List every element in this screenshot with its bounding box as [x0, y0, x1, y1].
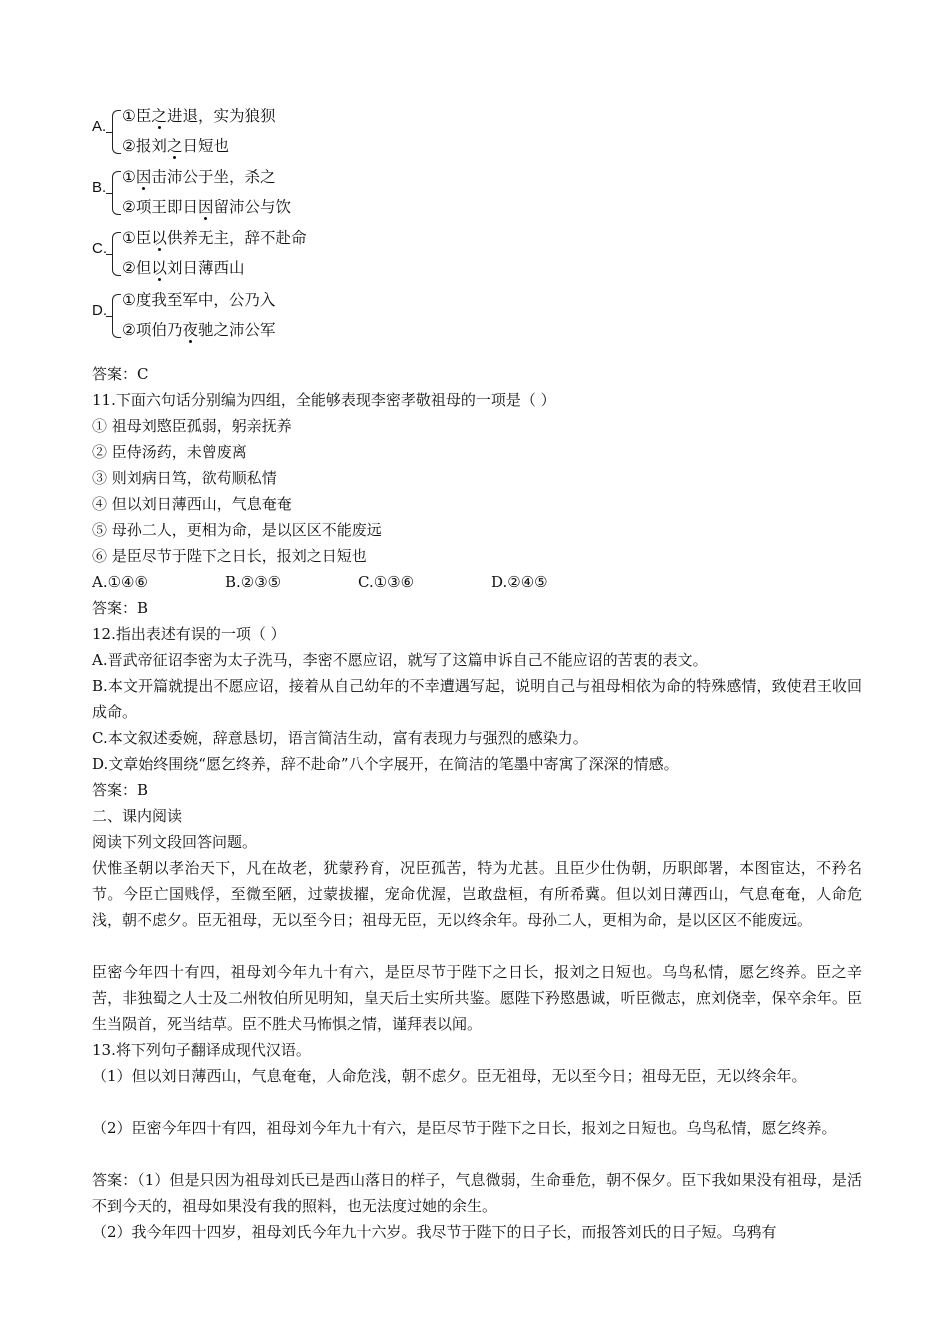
option-c-line-2: ②但以刘日薄西山 [122, 259, 245, 277]
question-13-sentence-1: （1）但以刘日薄西山，气息奄奄，人命危浅，朝不虑夕。臣无祖母，无以至今日；祖母无臣，无以终余年。 [92, 1067, 807, 1085]
section-heading: 二、课内阅读 [92, 807, 183, 825]
choice-a: A.①④⑥ [92, 573, 148, 591]
question-11-item: ④ 但以刘日薄西山，气息奄奄 [92, 495, 292, 513]
option-d-letter: D. [92, 302, 107, 319]
option-b-line-1: ①因击沛公于坐，杀之 [122, 168, 276, 186]
choice-c: C.①③⑥ [358, 573, 415, 591]
question-13-sentence-2: （2）臣密今年四十有四，祖母刘今年九十有六，是臣尽节于陛下之日长，报刘之日短也。乌鸟私情，愿乞终养。 [92, 1119, 837, 1137]
option-a-line-1: ①臣之进退，实为狼狈 [122, 107, 276, 125]
answer-10: 答案：C [92, 365, 149, 383]
question-11-item: ③ 则刘病日笃，欲苟顺私情 [92, 469, 277, 487]
answer-13-part-2: （2）我今年四十四岁，祖母刘氏今年九十六岁。我尽节于陛下的日子长，而报答刘氏的日子短。乌鸦有 [92, 1223, 777, 1241]
reading-instruction: 阅读下列文段回答问题。 [92, 833, 258, 851]
question-12-option-b: B.本文开篇就提出不愿应诏，接着从自己幼年的不幸遭遇写起，说明自己与祖母相依为命的特殊感情，致使君王收回成命。 [92, 677, 862, 721]
question-11-stem: 11.下面六句话分别编为四组，全能够表现李密孝敬祖母的一项是（ ） [92, 391, 556, 409]
option-d-brace [112, 294, 121, 338]
question-11-item: ⑥ 是臣尽节于陛下之日长，报刘之日短也 [92, 547, 367, 565]
answer-11: 答案：B [92, 599, 149, 617]
option-a-line-2: ②报刘之日短也 [122, 137, 229, 155]
option-c-line-1: ①臣以供养无主，辞不赴命 [122, 229, 307, 247]
question-11-item: ② 臣侍汤药，未曾废离 [92, 443, 247, 461]
option-c-brace [112, 232, 121, 276]
question-13-stem: 13.将下列句子翻译成现代汉语。 [92, 1041, 311, 1059]
question-12-stem: 12.指出表述有误的一项（ ） [92, 625, 286, 643]
question-11-item: ⑤ 母孙二人，更相为命，是以区区不能废远 [92, 521, 382, 539]
option-d-line-1: ①度我至军中，公乃入 [122, 291, 276, 309]
option-a-letter: A. [92, 118, 107, 135]
question-11-item: ① 祖母刘愍臣孤弱，躬亲抚养 [92, 417, 292, 435]
option-d-line-2: ②项伯乃夜驰之沛公军 [122, 321, 276, 339]
question-12-option-d: D.文章始终围绕“愿乞终养，辞不赴命”八个字展开，在简洁的笔墨中寄寓了深深的情感。 [92, 755, 679, 773]
option-b-line-2: ②项王即日因留沛公与饮 [122, 198, 292, 216]
choice-b: B.②③⑤ [225, 573, 282, 591]
choice-d: D.②④⑤ [491, 573, 548, 591]
option-c-letter: C. [92, 240, 107, 257]
option-a-brace [112, 110, 121, 154]
option-b-letter: B. [92, 179, 107, 196]
question-12-option-c: C.本文叙述委婉，辞意恳切，语言简洁生动，富有表现力与强烈的感染力。 [92, 729, 588, 747]
question-11-choices [92, 569, 624, 595]
passage-paragraph-1: 伏惟圣朝以孝治天下，凡在故老，犹蒙矜育，况臣孤苦，特为尤甚。且臣少仕伪朝，历职郎署，本图宦达，不矜名节。今臣亡国贱俘，至微至陋，过蒙拔擢，宠命优渥，岂敢盘桓，有所希冀。但以刘日薄西山，气息奄奄，人命危浅，朝不虑夕。臣无祖母，无以至今日；祖母无臣，无以终余年。母孙二人，更相为命，是以区区不能废远。 [92, 859, 862, 929]
passage-paragraph-2: 臣密今年四十有四，祖母刘今年九十有六，是臣尽节于陛下之日长，报刘之日短也。乌鸟私情，愿乞终养。臣之辛苦，非独蜀之人士及二州牧伯所见明知，皇天后土实所共鉴。愿陛下矜愍愚诚，听臣微志，庶刘侥幸，保卒余年。臣生当陨首，死当结草。臣不胜犬马怖惧之情，谨拜表以闻。 [92, 963, 862, 1033]
answer-12: 答案：B [92, 781, 149, 799]
question-12-option-a: A.晋武帝征诏李密为太子洗马，李密不愿应诏，就写了这篇申诉自己不能应诏的苦衷的表文。 [92, 651, 708, 669]
answer-13-part-1: 答案：（1）但是只因为祖母刘氏已是西山落日的样子，气息微弱，生命垂危，朝不保夕。臣下我如果没有祖母，是活不到今天的，祖母如果没有我的照料，也无法度过她的余生。 [92, 1171, 862, 1215]
option-b-brace [112, 171, 121, 215]
